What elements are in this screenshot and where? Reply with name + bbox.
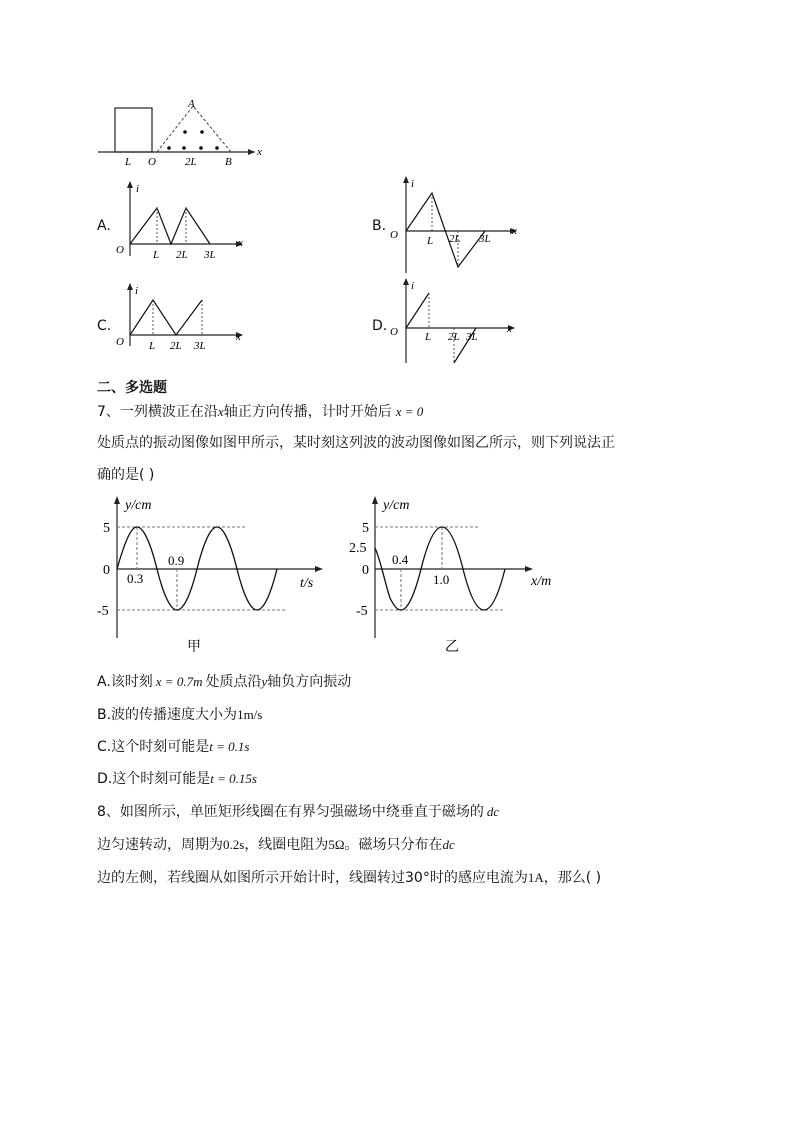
caption-yi: 乙: [445, 639, 459, 655]
tick-2L: 2L: [176, 249, 188, 261]
graph-jia: [95, 493, 335, 658]
axis-x: x: [512, 225, 517, 237]
label-2L: 2L: [185, 156, 197, 168]
loop-field-figure: [95, 95, 270, 170]
tick-2L: 2L: [448, 331, 460, 343]
tick-L: L: [427, 235, 434, 247]
caption-jia: 甲: [187, 639, 201, 655]
tick-2L: 2L: [170, 340, 182, 352]
origin-o: O: [390, 229, 398, 241]
origin-o: O: [390, 326, 398, 338]
option-d-letter: D.: [372, 318, 388, 334]
origin-o: O: [116, 244, 124, 256]
ytick-0: 0: [362, 563, 369, 578]
tick-3L: 3L: [194, 340, 206, 352]
field-dots: [167, 130, 219, 150]
option-a-letter: A.: [97, 218, 111, 234]
ytick-5: 5: [103, 521, 110, 536]
option-b-graph: [386, 175, 526, 275]
ytick-neg5: -5: [356, 604, 368, 619]
graph-yi: [345, 493, 565, 658]
label-O: O: [148, 156, 156, 168]
xtick-0-4: 0.4: [392, 552, 409, 567]
section-heading: 二、多选题: [97, 380, 167, 396]
q7-option-d: D.这个时刻可能是t = 0.15s: [97, 771, 257, 787]
xlabel: x/m: [531, 574, 552, 589]
option-a-graph: [112, 180, 252, 262]
axis-i: i: [411, 178, 415, 190]
q8-line2: 边匀速转动，周期为0.2s，线圈电阻为5Ω。磁场只分布在dc: [97, 837, 455, 853]
axis-x: x: [507, 323, 512, 335]
tick-2L: 2L: [449, 233, 461, 245]
label-A: A: [188, 98, 195, 110]
tick-L: L: [153, 249, 160, 261]
ylabel: y/cm: [125, 498, 152, 513]
axis-x: x: [236, 331, 241, 343]
label-B: B: [225, 156, 232, 168]
axis-i: i: [135, 285, 139, 297]
xtick-1-0: 1.0: [433, 572, 450, 587]
ytick-5: 5: [362, 521, 369, 536]
origin-o: O: [116, 336, 124, 348]
tick-L: L: [425, 331, 432, 343]
tick-3L: 3L: [466, 331, 478, 343]
ytick-2-5: 2.5: [349, 541, 367, 556]
xtick-0-3: 0.3: [127, 571, 144, 586]
option-c-letter: C.: [97, 318, 112, 334]
ylabel: y/cm: [383, 498, 410, 513]
option-b-letter: B.: [372, 218, 387, 234]
option-d-graph: [386, 277, 526, 367]
tick-3L: 3L: [204, 249, 216, 261]
q7-line3: 确的是( ): [97, 467, 155, 483]
ytick-0: 0: [103, 563, 110, 578]
square-loop: [115, 108, 152, 152]
q7-option-c: C.这个时刻可能是t = 0.1s: [97, 739, 250, 755]
axis-x: x: [238, 237, 243, 249]
axis-i: i: [136, 183, 140, 195]
tick-3L: 3L: [479, 233, 491, 245]
q8-line1: 8、如图所示，单匝矩形线圈在有界匀强磁场中绕垂直于磁场的 dc: [97, 804, 500, 820]
axis-i: i: [411, 280, 415, 292]
q7-option-b: B.波的传播速度大小为1m/s: [97, 707, 263, 723]
q8-line3: 边的左侧，若线圈从如图所示开始计时，线圈转过30°时的感应电流为1A，那么( ): [97, 870, 602, 886]
ytick-neg5: -5: [97, 604, 109, 619]
label-L: L: [125, 156, 132, 168]
q7-line2: 处质点的振动图像如图甲所示，某时刻这列波的波动图像如图乙所示，则下列说法正: [97, 435, 615, 451]
label-x: x: [257, 146, 262, 158]
q7-line1: 7、一列横波正在沿x轴正方向传播，计时开始后 x = 0: [97, 404, 424, 420]
field-triangle: [157, 106, 231, 152]
tick-L: L: [149, 340, 156, 352]
xtick-0-9: 0.9: [168, 553, 185, 568]
option-c-graph: [112, 282, 252, 354]
xlabel: t/s: [300, 576, 314, 591]
q7-option-a: A.该时刻 x = 0.7m 处质点沿y轴负方向振动: [97, 674, 352, 690]
